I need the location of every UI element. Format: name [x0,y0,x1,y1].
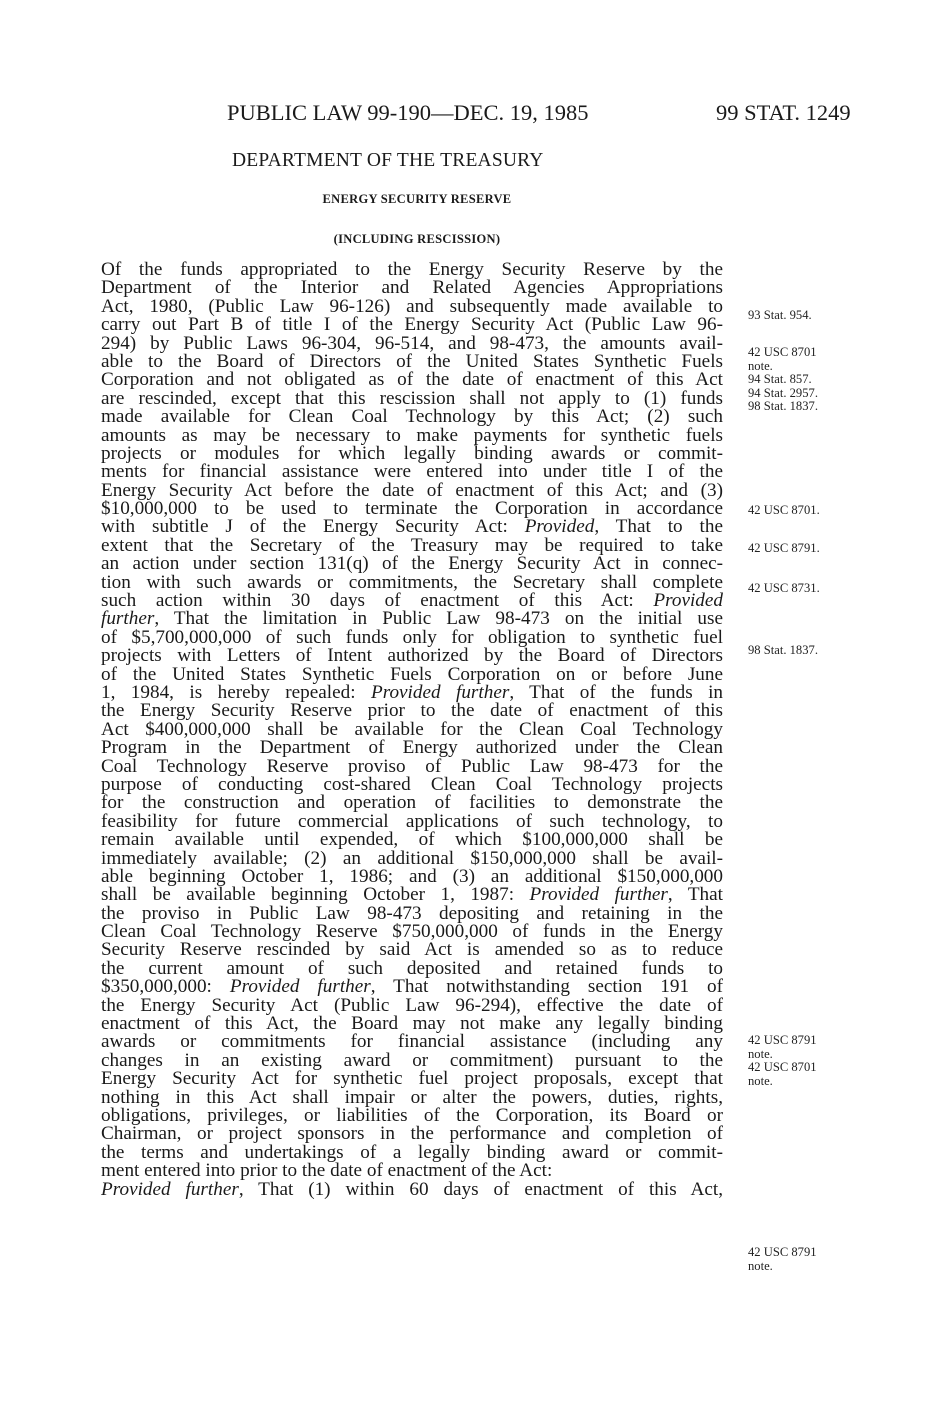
subheading-energy-security-reserve: ENERGY SECURITY RESERVE [322,192,512,206]
margin-note-line: 94 Stat. 857. [748,372,812,387]
margin-note-line: note. [748,1073,773,1088]
body-line: for the construction and operation of facilities to demonstrate the [101,794,723,813]
margin-note-line: 42 USC 8701 [748,345,817,359]
body-line: feasibility for future commercial applications of such technology, to [101,812,723,832]
margin-note-line: note. [748,1258,773,1273]
body-line: enactment of this Act, the Board may not make any legally binding [101,1015,723,1034]
body-line: Clean Coal Technology Reserve $750,000,000 of funds in the Energy [101,923,723,942]
margin-note-line: 93 Stat. 954. [748,308,812,322]
body-line: Department of the Interior and Related Agencies Appropriations [101,279,723,298]
margin-note-line: 42 USC 8791 [748,1245,817,1259]
body-line: ment entered into prior to the date of enactment of the Act: [101,1162,553,1181]
body-line: 1, 1984, is hereby repealed: Provided further, That of the funds in [101,683,723,703]
body-line: Energy Security Act before the date of enactment of this Act; and (3) [101,481,723,501]
body-line: able to the Board of Directors of the United States Synthetic Fuels [101,352,723,372]
margin-note-line: 42 USC 8701 [748,1060,817,1075]
margin-note-line: 42 USC 8701. [748,503,820,517]
margin-note-line: 98 Stat. 1837. [748,399,818,414]
body-line: Security Reserve rescinded by said Act is amended so as to reduce [101,941,723,960]
margin-note-line: note. [748,1046,773,1061]
body-line: the current amount of such deposited and retained funds to [101,959,723,979]
body-line: Corporation and not obligated as of the date of enactment of this Act [101,371,723,390]
body-line: amounts as may be necessary to make payments for synthetic fuels [101,426,723,445]
body-line: Chairman, or project sponsors in the performance and completion of [101,1125,723,1144]
body-line: the terms and undertakings of a legally binding award or commit- [101,1143,723,1163]
body-line: made available for Clean Coal Technology by this Act; (2) such [101,408,723,427]
body-line: Of the funds appropriated to the Energy Security Reserve by the [101,261,723,280]
margin-note [748,1246,928,1273]
body-line: changes in an existing award or commitment) pursuant to the [101,1051,723,1071]
running-header [0,100,948,130]
law-title: PUBLIC LAW 99-190—DEC. 19, 1985 [227,100,589,125]
stat-page-number: 99 STAT. 1249 [716,100,851,125]
body-text [101,261,723,1199]
body-line: extent that the Secretary of the Treasury may be required to take [101,536,723,556]
body-line: nothing in this Act shall impair or alter the powers, duties, rights, [101,1088,723,1107]
margin-note [748,582,928,596]
body-line: an action under section 131(q) of the Energy Security Act in connec- [101,555,723,574]
body-line: ments for financial assistance were entered into under title I of the [101,463,723,482]
subheading-including-rescission: (INCLUDING RESCISSION) [333,232,501,246]
margin-note-line: 94 Stat. 2957. [748,385,818,400]
body-line: $350,000,000: Provided further, That notwithstanding section 191 of [101,978,723,997]
body-line: such action within 30 days of enactment of this Act: Provided [101,592,723,611]
body-line: of $5,700,000,000 of such funds only for obligation to synthetic fuel [101,628,723,648]
body-line: Provided further, That (1) within 60 days of enactment of this Act, [101,1180,723,1199]
margin-note-line: 42 USC 8731. [748,581,820,595]
margin-note-line: note. [748,358,773,373]
body-line: immediately available; (2) an additional $150,000,000 shall be avail- [101,849,723,868]
body-line: projects with Letters of Intent authorized by the Board of Directors [101,647,723,666]
body-line: Program in the Department of Energy authorized under the Clean [101,739,723,758]
body-line: further, That the limitation in Public Law 98-473 on the initial use [101,610,723,629]
body-line: the Energy Security Reserve prior to the date of enactment of this [101,702,723,721]
body-line: awards or commitments for financial assistance (including any [101,1033,723,1052]
body-line: the Energy Security Act (Public Law 96-294), effective the date of [101,996,723,1016]
body-line: Act $400,000,000 shall be available for the Clean Coal Technology [101,720,723,740]
margin-note [748,1034,928,1088]
body-line: 294) by Public Laws 96-304, 96-514, and 98-473, the amounts avail- [101,334,723,353]
margin-note [748,309,928,323]
body-line: obligations, privileges, or liabilities of the Corporation, its Board or [101,1106,723,1126]
body-line: carry out Part B of title I of the Energy Security Act (Public Law 96- [101,316,723,335]
margin-note [748,504,928,518]
body-line: shall be available beginning October 1, 1987: Provided further, That [101,886,723,905]
margin-note-line: 42 USC 8791. [748,541,820,555]
body-line: with subtitle J of the Energy Security Act: Provided, That to the [101,518,723,537]
margin-note-line: 98 Stat. 1837. [748,643,818,657]
body-line: the proviso in Public Law 98-473 depositing and retaining in the [101,904,723,924]
body-line: Energy Security Act for synthetic fuel project proposals, except that [101,1070,723,1089]
body-line: projects or modules for which legally binding awards or commit- [101,444,723,464]
body-line: remain available until expended, of which $100,000,000 shall be [101,831,723,850]
body-line: purpose of conducting cost-shared Clean Coal Technology projects [101,775,723,795]
margin-note-line: 42 USC 8791 [748,1033,817,1047]
body-line: Coal Technology Reserve proviso of Public Law 98-473 for the [101,757,723,776]
margin-note [748,644,928,658]
body-line: of the United States Synthetic Fuels Corporation on or before June [101,665,723,684]
body-line: Act, 1980, (Public Law 96-126) and subsequently made available to [101,297,723,317]
margin-note [748,542,928,556]
department-heading: DEPARTMENT OF THE TREASURY [232,150,544,171]
body-line: tion with such awards or commitments, the Secretary shall complete [101,573,723,593]
body-line: are rescinded, except that this rescission shall not apply to (1) funds [101,389,723,409]
body-line: $10,000,000 to be used to terminate the Corporation in accordance [101,500,723,519]
body-line: able beginning October 1, 1986; and (3) an additional $150,000,000 [101,867,723,887]
margin-note [748,346,928,414]
